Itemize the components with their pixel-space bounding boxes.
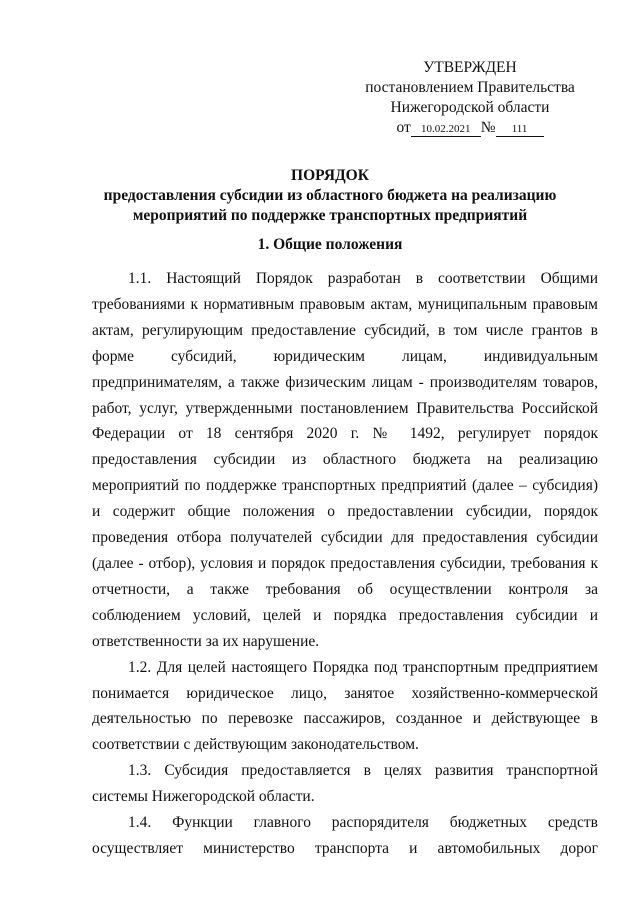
paragraph-1-4: 1.4. Функции главного распорядителя бюджетных средств осуществляет министерство транспорта и автомобильных дорог (92, 814, 598, 857)
paragraph-1-3: 1.3. Субсидия предоставляется в целях развития транспортной системы Нижегородской области. (92, 762, 598, 806)
approval-line-region: Нижегородской области (390, 99, 550, 116)
approval-stamp (330, 58, 610, 138)
document-title (60, 166, 600, 226)
document-body (92, 266, 598, 862)
approval-number-value: 111 (496, 122, 544, 137)
paragraph-1-1: 1.1. Настоящий Порядок разработан в соответствии Общими требованиями к нормативным правовым актам, муниципальным правовым актам, регулирующим предоставление субсидий, в том числе грантов в форме субсидий, юридическим лицам, индивидуальным предпринимателям, а также физическим лицам - производителям товаров, работ, услуг, утвержденными постановлением Правительства Российской Федерации от 18 сентября 2020 г. № 1492, регулирует порядок предоставления субсидии из областного бюджета на реализацию мероприятий по поддержке транспортных предприятий (далее – субсидия) и содержит общие положения о предоставлении субсидии, порядок проведения отбора получателей субсидии для предоставления субсидии (далее - отбор), условия и порядок предоставления субсидии, требования к отчетности, а также требования об осуществлении контроля за соблюдением условий, целей и порядка предоставления субсидии и ответственности за их нарушение. (92, 270, 598, 650)
approval-number-sign: № (480, 119, 496, 136)
approval-date-prefix: от (396, 119, 411, 136)
approval-line-resolution: постановлением Правительства (365, 79, 575, 96)
paragraph-1-2: 1.2. Для целей настоящего Порядка под транспортным предприятием понимается юридическое лицо, занятое хозяйственно-коммерческой деятельностью по перевозке пассажиров, созданное и действующее в соответствии с действующим законодательством. (92, 658, 598, 754)
title-line-2: предоставления субсидии из областного бюджета на реализацию (103, 187, 557, 204)
approval-date-line (330, 118, 610, 138)
title-line-1: ПОРЯДОК (291, 167, 369, 184)
approval-title: УТВЕРЖДЕН (423, 59, 517, 76)
section-heading: 1. Общие положения (257, 236, 403, 253)
approval-date-value: 10.02.2021 (411, 122, 481, 137)
title-line-3: мероприятий по поддержке транспортных предприятий (132, 207, 528, 224)
